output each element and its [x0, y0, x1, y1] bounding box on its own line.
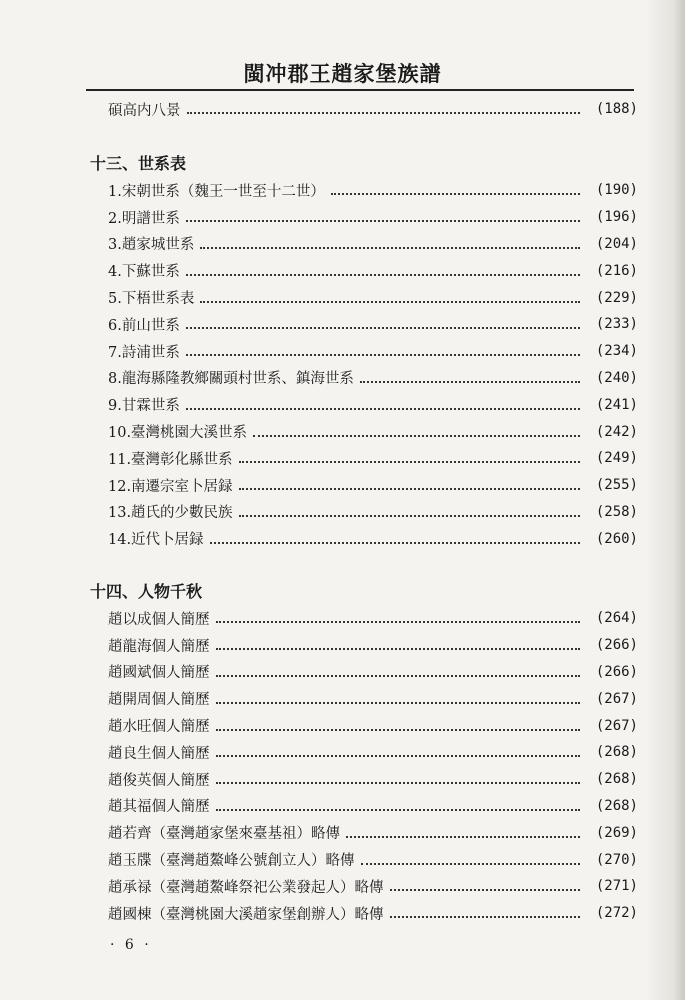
- toc-entry[interactable]: [90, 846, 638, 873]
- section-heading: 十三、世系表: [90, 154, 187, 173]
- dot-leader: [239, 499, 580, 517]
- toc-entry[interactable]: [90, 873, 638, 900]
- toc-entry-title: 6.前山世系: [108, 317, 180, 334]
- dot-leader: [253, 419, 580, 437]
- toc-entry[interactable]: [90, 311, 638, 338]
- toc-entry-title: 趙龍海個人簡歷: [108, 638, 210, 655]
- toc-intro-block: [90, 96, 638, 123]
- dot-leader: [210, 526, 580, 544]
- toc-entry-title: 7.詩浦世系: [108, 344, 180, 361]
- toc-entry-page: (196): [595, 209, 638, 226]
- toc-entry[interactable]: [90, 900, 638, 927]
- toc-entry[interactable]: [90, 739, 638, 766]
- toc-entry[interactable]: [90, 685, 638, 712]
- toc-entry[interactable]: [90, 659, 638, 686]
- toc-entry-title: 趙承禄（臺灣趙鰲峰祭祀公業發起人）略傳: [108, 879, 384, 896]
- dot-leader: [216, 713, 581, 731]
- toc-section-biographies: [90, 579, 638, 927]
- toc-entry-title: 13.趙氏的少數民族: [108, 505, 233, 522]
- page-edge-shadow: [645, 0, 685, 1000]
- toc-entry-title: 趙水旺個人簡歷: [108, 719, 210, 736]
- toc-entry[interactable]: [90, 472, 638, 499]
- toc-entry-page: (234): [595, 343, 638, 360]
- dot-leader: [216, 766, 581, 784]
- toc-entry[interactable]: [90, 712, 638, 739]
- dot-leader: [186, 204, 580, 222]
- dot-leader: [216, 739, 581, 757]
- toc-entry-page: (266): [595, 663, 638, 680]
- toc-entry-title: 趙若齊（臺灣趙家堡來臺基祖）略傳: [108, 826, 340, 843]
- dot-leader: [216, 793, 581, 811]
- toc-entry-title: 2.明譜世系: [108, 210, 180, 227]
- toc-entry[interactable]: [90, 819, 638, 846]
- toc-entry-page: (242): [595, 423, 638, 440]
- toc-entry-title: 5.下梧世系表: [108, 291, 195, 308]
- toc-entry-page: (188): [595, 101, 638, 118]
- toc-entry-title: 趙俊英個人簡歷: [108, 772, 210, 789]
- toc-entry-page: (204): [595, 235, 638, 252]
- dot-leader: [239, 445, 580, 463]
- toc-entry-title: 趙以成個人簡歷: [108, 611, 210, 628]
- toc-entry[interactable]: [90, 499, 638, 526]
- toc-entry-page: (266): [595, 637, 638, 654]
- toc-entry-title: 趙開周個人簡歷: [108, 692, 210, 709]
- dot-leader: [200, 285, 580, 303]
- toc-entry-page: (258): [595, 503, 638, 520]
- toc-entry-title: 碩高内八景: [108, 102, 181, 119]
- dot-leader: [216, 605, 581, 623]
- toc-entry-page: (268): [595, 771, 638, 788]
- dot-leader: [239, 472, 580, 490]
- dot-leader: [186, 392, 580, 410]
- toc-entry-page: (190): [595, 182, 638, 199]
- toc-entry-title: 10.臺灣桃園大溪世系: [108, 425, 248, 442]
- dot-leader: [361, 847, 581, 865]
- running-header-title: 閩冲郡王趙家堡族譜: [243, 62, 442, 86]
- page-number: · 6 ·: [110, 937, 152, 953]
- toc-entry-title: 趙其福個人簡歷: [108, 799, 210, 816]
- toc-entry[interactable]: [90, 418, 638, 445]
- toc-entry-title: 4.下蘇世系: [108, 264, 180, 281]
- toc-entry[interactable]: [90, 96, 638, 123]
- dot-leader: [390, 900, 581, 918]
- toc-entry[interactable]: [90, 257, 638, 284]
- toc-entry-page: (216): [595, 262, 638, 279]
- toc-entry-title: 12.南遷宗室卜居録: [108, 478, 233, 495]
- dot-leader: [186, 258, 580, 276]
- dot-leader: [216, 632, 581, 650]
- toc-entry-title: 趙國斌個人簡歷: [108, 665, 210, 682]
- toc-entry-title: 趙玉牒（臺灣趙鰲峰公號創立人）略傳: [108, 853, 355, 870]
- toc-entry-page: (267): [595, 690, 638, 707]
- toc-entry[interactable]: [90, 766, 638, 793]
- toc-entry[interactable]: [90, 231, 638, 258]
- toc-entry-page: (268): [595, 744, 638, 761]
- toc-entry-page: (267): [595, 717, 638, 734]
- toc-entry[interactable]: [90, 284, 638, 311]
- dot-leader: [187, 96, 581, 114]
- toc-entry[interactable]: [90, 793, 638, 820]
- toc-entry-page: (233): [595, 316, 638, 333]
- dot-leader: [346, 820, 580, 838]
- toc-entry[interactable]: [90, 338, 638, 365]
- toc-entry[interactable]: [90, 204, 638, 231]
- dot-leader: [186, 338, 580, 356]
- section-heading: 十四、人物千秋: [90, 582, 203, 601]
- toc-entry-page: (229): [595, 289, 638, 306]
- toc-entry-page: (249): [595, 450, 638, 467]
- toc-entry[interactable]: [90, 525, 638, 552]
- dot-leader: [200, 231, 580, 249]
- toc-entry-page: (268): [595, 797, 638, 814]
- toc-entry-title: 11.臺灣彰化縣世系: [108, 451, 233, 468]
- dot-leader: [331, 177, 580, 195]
- dot-leader: [216, 686, 581, 704]
- toc-entry-title: 1.宋朝世系（魏王一世至十二世）: [108, 183, 325, 200]
- toc-entry-page: (271): [595, 878, 638, 895]
- toc-entry-title: 8.龍海縣隆教鄉關頭村世系、鎮海世系: [108, 371, 354, 388]
- header-rule: [86, 89, 634, 91]
- toc-entry[interactable]: [90, 391, 638, 418]
- toc-entry-page: (241): [595, 396, 638, 413]
- toc-entry-page: (240): [595, 369, 638, 386]
- dot-leader: [360, 365, 580, 383]
- toc-section-genealogy: [90, 151, 638, 552]
- toc-entry[interactable]: [90, 445, 638, 472]
- toc-entry-page: (260): [595, 530, 638, 547]
- toc-entry[interactable]: [90, 605, 638, 632]
- dot-leader: [186, 311, 580, 329]
- toc-entry-page: (264): [595, 610, 638, 627]
- toc-entry-page: (270): [595, 851, 638, 868]
- toc-entry-title: 趙良生個人簡歷: [108, 745, 210, 762]
- toc-entry[interactable]: [90, 632, 638, 659]
- toc-entry-title: 趙國棟（臺灣桃園大溪趙家堡創辦人）略傳: [108, 906, 384, 923]
- toc-entry[interactable]: [90, 365, 638, 392]
- toc-entry-title: 14.近代卜居録: [108, 532, 204, 549]
- toc-entry-title: 9.甘霖世系: [108, 398, 180, 415]
- toc-entry-page: (272): [595, 905, 638, 922]
- toc-entry-title: 3.趙家城世系: [108, 237, 195, 254]
- toc-entry-page: (269): [595, 824, 638, 841]
- dot-leader: [216, 659, 581, 677]
- toc-entry[interactable]: [90, 177, 638, 204]
- dot-leader: [390, 873, 581, 891]
- toc-entry-page: (255): [595, 477, 638, 494]
